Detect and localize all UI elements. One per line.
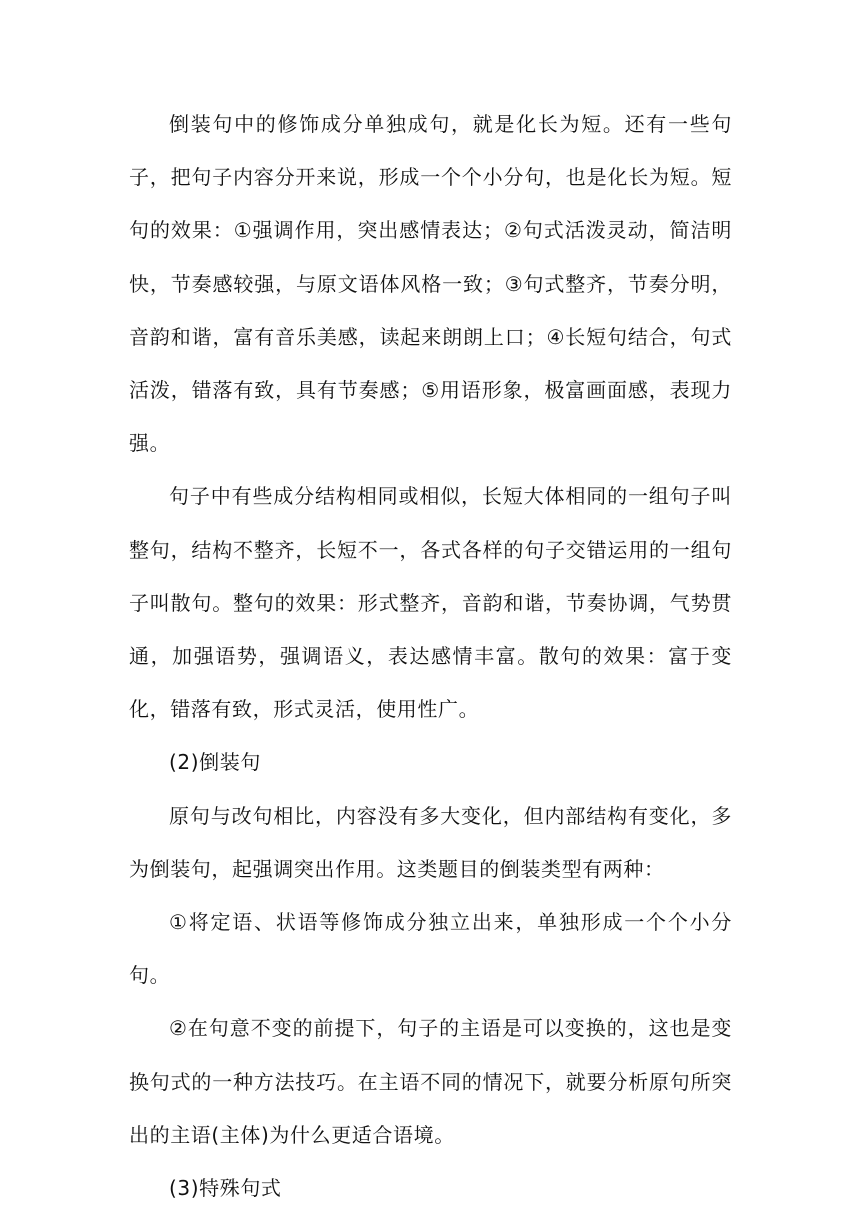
section-heading-inverted-sentence: (2)倒装句	[169, 750, 261, 775]
paragraph-short-sentence-effects: 倒装句中的修饰成分单独成句，就是化长为短。还有一些句子，把句子内容分开来说，形成一个个小分句，也是化长为短。短句的效果：①强调作用，突出感情表达；②句式活泼灵动，简洁明快，节奏感较强，与原文语体风格一致；③句式整齐，节奏分明，音韵和谐，富有音乐美感，读起来朗朗上口；④长短句结合，句式活泼，错落有致，具有节奏感；⑤用语形象，极富画面感，表现力强。	[129, 112, 732, 456]
list-item-modifier-split: ①将定语、状语等修饰成分独立出来，单独形成一个个小分句。	[129, 910, 732, 988]
list-item-subject-change: ②在句意不变的前提下，句子的主语是可以变换的，这也是变换句式的一种方法技巧。在主语不同的情况下，就要分析原句所突出的主语(主体)为什么更适合语境。	[129, 1016, 732, 1147]
paragraph-inverted-sentence-intro: 原句与改句相比，内容没有多大变化，但内部结构有变化，多为倒装句，起强调突出作用。这类题目的倒装类型有两种：	[129, 803, 732, 881]
document-body	[129, 98, 732, 1215]
section-heading-special-sentence: (3)特殊句式	[169, 1176, 282, 1201]
paragraph-whole-and-loose-sentences: 句子中有些成分结构相同或相似，长短大体相同的一组句子叫整句，结构不整齐，长短不一，各式各样的句子交错运用的一组句子叫散句。整句的效果：形式整齐，音韵和谐，节奏协调，气势贯通，加强语势，强调语义，表达感情丰富。散句的效果：富于变化，错落有致，形式灵活，使用性广。	[129, 484, 732, 722]
